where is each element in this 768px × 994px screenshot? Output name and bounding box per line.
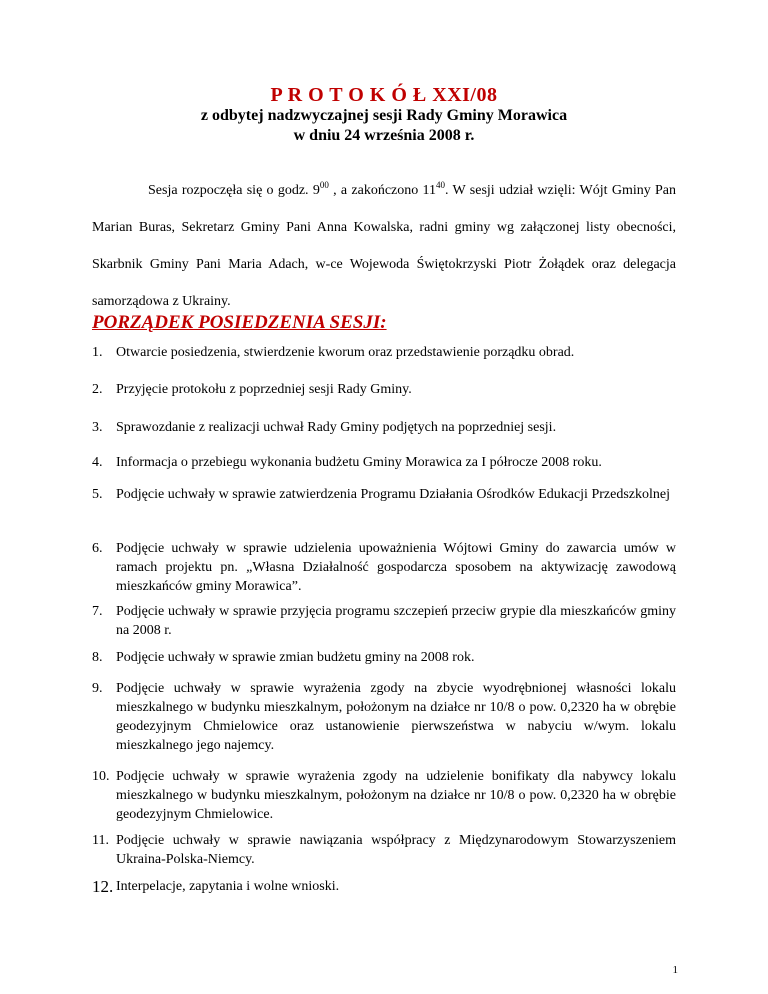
agenda-item [92, 831, 676, 869]
agenda-item-number: 8. [92, 650, 103, 665]
agenda-item-text: Podjęcie uchwały w sprawie wyrażenia zgody na udzielenie bonifikaty dla nabywcy lokalu mieszkalnego w budynku mieszkalnym, położonym na działce nr 10/8 o pow. 0,2320 ha w obrębie geodezyjnym Chmielowice. [116, 769, 676, 822]
document-title: P R O T O K Ó Ł XXI/08 [270, 84, 498, 106]
agenda-item [92, 380, 676, 399]
agenda-item [92, 539, 676, 596]
agenda-item-number: 10. [92, 769, 110, 784]
agenda-item-text: Podjęcie uchwały w sprawie udzielenia upoważnienia Wójtowi Gminy do zawarcia umów w ramach projektu pn. „Własna Działalność gospodarcza sposobem na aktywizację zawodową mieszkańców gminy Morawica”. [116, 541, 676, 594]
agenda-item-number: 9. [92, 681, 103, 696]
end-minutes: 40 [436, 180, 446, 190]
agenda-item-number: 3. [92, 420, 103, 435]
agenda-item [92, 679, 676, 755]
subtitle-line-1: z odbytej nadzwyczajnej sesji Rady Gminy Morawica [200, 107, 568, 124]
agenda-item-number: 4. [92, 455, 103, 470]
intro-part-1: Sesja rozpoczęła się o godz. 9 [148, 183, 320, 198]
agenda-item [92, 485, 676, 504]
agenda-item-number: 5. [92, 487, 103, 502]
intro-paragraph [92, 172, 676, 320]
agenda-item [92, 648, 676, 667]
agenda-item-text: Podjęcie uchwały w sprawie nawiązania współpracy z Międzynarodowym Stowarzyszeniem Ukraina-Polska-Niemcy. [116, 833, 676, 867]
agenda-item-text: Otwarcie posiedzenia, stwierdzenie kworum oraz przedstawienie porządku obrad. [116, 345, 575, 360]
document-subtitle [0, 106, 768, 146]
agenda-item-number: 6. [92, 541, 103, 556]
page-number: 1 [672, 964, 678, 976]
subtitle-line-2: w dniu 24 września 2008 r. [293, 127, 475, 144]
agenda-item [92, 418, 676, 437]
agenda-item-text: Podjęcie uchwały w sprawie zmian budżetu gminy na 2008 rok. [116, 650, 475, 665]
agenda-item [92, 453, 676, 472]
agenda-item-text: Przyjęcie protokołu z poprzedniej sesji Rady Gminy. [116, 382, 412, 397]
agenda-item [92, 877, 676, 896]
agenda-item-number: 12. [92, 877, 114, 896]
agenda-item-number: 1. [92, 345, 103, 360]
agenda-item [92, 602, 676, 640]
agenda-item-text: Podjęcie uchwały w sprawie zatwierdzenia Programu Działania Ośrodków Edukacji Przedszkolnej [116, 487, 670, 502]
agenda-item-text: Podjęcie uchwały w sprawie przyjęcia programu szczepień przeciw grypie dla mieszkańców gminy na 2008 r. [116, 604, 676, 638]
agenda-heading: PORZĄDEK POSIEDZENIA SESJI: [92, 312, 387, 333]
start-minutes: 00 [319, 180, 329, 190]
agenda-item-number: 11. [92, 833, 109, 848]
agenda-item-number: 2. [92, 382, 103, 397]
intro-part-3: . W sesji udział wzięli: Wójt Gminy Pan Marian Buras, Sekretarz Gminy Pani Anna Kowalska, radni gminy wg załączonej listy obecności, Skarbnik Gminy Pani Maria Adach, w-ce Wojewoda Świętokrzyski Piotr Żołądek oraz delegacja samorządowa z Ukrainy. [92, 183, 676, 309]
agenda-item [92, 767, 676, 824]
agenda-item [92, 343, 676, 362]
agenda-item-text: Informacja o przebiegu wykonania budżetu Gminy Morawica za I półrocze 2008 roku. [116, 455, 602, 470]
agenda-item-text: Sprawozdanie z realizacji uchwał Rady Gminy podjętych na poprzedniej sesji. [116, 420, 557, 435]
agenda-item-text: Interpelacje, zapytania i wolne wnioski. [116, 879, 340, 894]
agenda-item-number: 7. [92, 604, 103, 619]
intro-part-2: , a zakończono 11 [328, 183, 437, 198]
agenda-item-text: Podjęcie uchwały w sprawie wyrażenia zgody na zbycie wyodrębnionej własności lokalu mieszkalnego w budynku mieszkalnym, położonym na działce nr 10/8 o pow. 0,2320 ha w obrębie geodezyjnym Chmielowice oraz ustanowienie pierwszeństwa w nabyciu w/wym. lokalu mieszkalnego jego najemcy. [116, 681, 676, 753]
